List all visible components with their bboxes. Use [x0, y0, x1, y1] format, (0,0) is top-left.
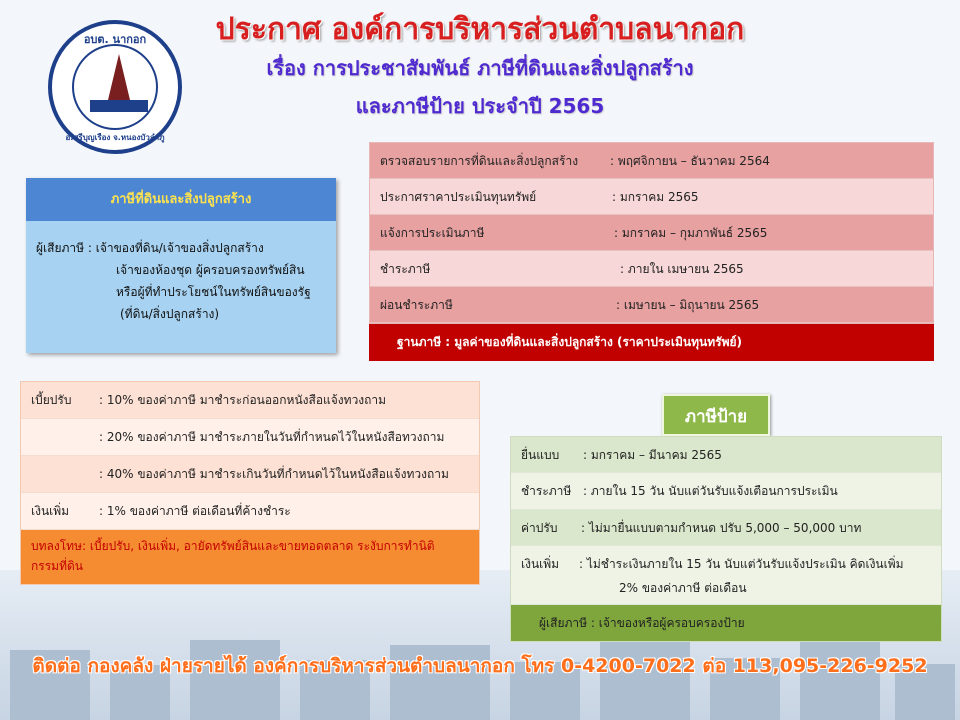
schedule-value: : พฤศจิกายน – ธันวาคม 2564 — [610, 154, 770, 168]
table-row — [370, 287, 933, 323]
schedule-value: : มกราคม – กุมภาพันธ์ 2565 — [614, 226, 768, 240]
signboard-tax-heading: ภาษีป้าย — [662, 394, 770, 436]
sign-taxpayer: ผู้เสียภาษี : เจ้าของหรือผู้ครอบครองป้าย — [539, 616, 745, 630]
schedule-label: ตรวจสอบรายการที่ดินและสิ่งปลูกสร้าง — [380, 154, 579, 168]
schedule-label: แจ้งการประเมินภาษี — [380, 226, 485, 240]
signboard-tax-table — [510, 436, 942, 642]
sign-taxpayer-row — [511, 605, 941, 641]
table-row — [21, 382, 479, 419]
sign-value: : ไม่มายื่นแบบตามกำหนด ปรับ 5,000 – 50,000 บาท — [581, 521, 862, 535]
table-row — [370, 251, 933, 287]
organization-seal — [48, 20, 182, 154]
sign-label: ชำระภาษี — [521, 484, 572, 498]
land-tax-body — [26, 221, 336, 353]
seal-base — [90, 100, 148, 112]
surcharge-label: เงินเพิ่ม — [31, 504, 70, 518]
penalty-note — [21, 530, 479, 584]
table-row — [21, 419, 479, 456]
fine-value: : 40% ของค่าภาษี มาชำระเกินวันที่กำหนดไว้ในหนังสือแจ้งทวงถาม — [99, 467, 449, 481]
fine-value: : 10% ของค่าภาษี มาชำระก่อนออกหนังสือแจ้งทวงถาม — [99, 393, 387, 407]
schedule-table — [369, 142, 934, 324]
announcement-subject: เรื่อง การประชาสัมพันธ์ ภาษีที่ดินและสิ่งปลูกสร้าง — [266, 56, 694, 80]
schedule-value: : เมษายน – มิถุนายน 2565 — [616, 298, 760, 312]
sign-value: : ภายใน 15 วัน นับแต่วันรับแจ้งเตือนการประเมิน — [583, 484, 838, 498]
announcement-title: ประกาศ องค์การบริหารส่วนตำบลนากอก — [215, 12, 745, 47]
taxpayer-line: หรือผู้ที่ทำประโยชน์ในทรัพย์สินของรัฐ — [116, 285, 311, 299]
seal-top-text: อบต. นากอก — [83, 33, 147, 46]
seal-bottom-text: อ.ศรีบุญเรือง จ.หนองบัวลำภู — [65, 133, 165, 142]
sign-label: ค่าปรับ — [521, 521, 558, 535]
penalty-line: กรรมที่ดิน — [31, 559, 83, 573]
table-row — [370, 179, 933, 215]
taxpayer-line: (ที่ดิน/สิ่งปลูกสร้าง) — [120, 307, 220, 321]
sign-value: : มกราคม – มีนาคม 2565 — [583, 448, 722, 462]
table-row — [370, 143, 933, 179]
schedule-value: : มกราคม 2565 — [612, 190, 699, 204]
land-tax-box — [26, 178, 336, 353]
fine-label: เบี้ยปรับ — [31, 393, 72, 407]
fines-table — [20, 381, 480, 585]
table-row — [511, 546, 941, 605]
sign-value-continued: 2% ของค่าภาษี ต่อเดือน — [619, 581, 747, 595]
tax-base-row: ฐานภาษี : มูลค่าของที่ดินและสิ่งปลูกสร้าง (ราคาประเมินทุนทรัพย์) — [369, 324, 934, 361]
taxpayer-line: เจ้าของห้องชุด ผู้ครอบครองทรัพย์สิน — [116, 263, 305, 277]
schedule-label: ชำระภาษี — [380, 262, 431, 276]
table-row — [21, 493, 479, 530]
table-row — [511, 437, 941, 473]
land-tax-header: ภาษีที่ดินและสิ่งปลูกสร้าง — [26, 178, 336, 221]
sign-label: เงินเพิ่ม — [521, 557, 560, 571]
schedule-label: ประกาศราคาประเมินทุนทรัพย์ — [380, 190, 537, 204]
surcharge-value: : 1% ของค่าภาษี ต่อเดือนที่ค้างชำระ — [99, 504, 291, 518]
table-row — [370, 215, 933, 251]
table-row — [511, 510, 941, 546]
pagoda-icon — [108, 54, 130, 100]
sign-label: ยื่นแบบ — [521, 448, 560, 462]
table-row — [511, 473, 941, 510]
taxpayer-line: ผู้เสียภาษี : เจ้าของที่ดิน/เจ้าของสิ่งปลูกสร้าง — [36, 241, 264, 255]
penalty-line: บทลงโทษ: เบี้ยปรับ, เงินเพิ่ม, อายัดทรัพย์สินและขายทอดตลาด ระงับการทำนิติ — [31, 539, 435, 553]
fine-value: : 20% ของค่าภาษี มาชำระภายในวันที่กำหนดไว้ในหนังสือทวงถาม — [99, 430, 445, 444]
contact-footer: ติดต่อ กองคลัง ฝ่ายรายได้ องค์การบริหารส่วนตำบลนากอก โทร 0-4200-7022 ต่อ 113,095-226-9252 — [32, 655, 928, 677]
table-row — [21, 456, 479, 493]
schedule-value: : ภายใน เมษายน 2565 — [620, 262, 744, 276]
schedule-label: ผ่อนชำระภาษี — [380, 298, 453, 312]
sign-value: : ไม่ชำระเงินภายใน 15 วัน นับแต่วันรับแจ้งประเมิน คิดเงินเพิ่ม — [579, 557, 904, 571]
announcement-subject-line2: และภาษีป้าย ประจำปี 2565 — [355, 94, 605, 118]
